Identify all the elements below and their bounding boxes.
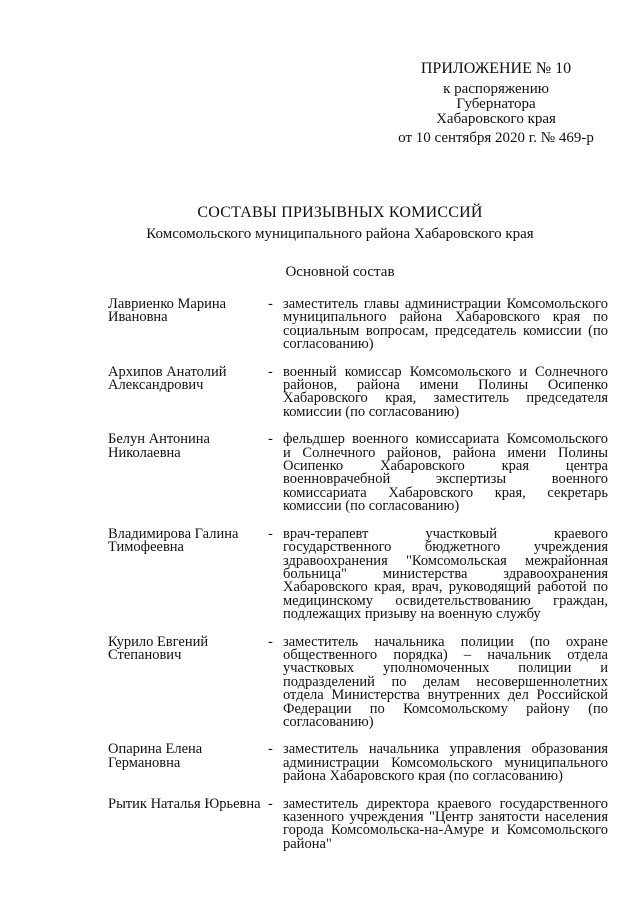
member-role: врач-терапевт участковый краевого государственного бюджетного учреждения здравоохранения "Комсомольская межрайонная больница" министерства здравоохранения Хабаровского края, врач, руководящий работой по медицинскому освидетельствованию граждан, подлежащих призыву на военную службу [283, 525, 608, 623]
member-name: Владимирова Галина Тимофеевна [108, 525, 239, 556]
dash-separator: - [268, 741, 273, 758]
document-subtitle: Комсомольского муниципального района Хабаровского края [146, 226, 534, 242]
dash-separator: - [268, 296, 273, 312]
member-name: Лавриенко Марина Ивановна [108, 296, 227, 326]
appendix-line-governor: Губернатора [456, 96, 536, 112]
member-name: Опарина Елена Германовна [108, 741, 203, 771]
member-role: военный комиссар Комсомольского и Солнечного районов, района имени Полины Осипенко Хабаровского края, заместитель председателя комиссии (по согласованию) [283, 363, 608, 420]
roster-entry [108, 433, 608, 513]
dash-separator: - [268, 525, 273, 542]
member-role: заместитель начальника полиции (по охране общественного порядка) – начальник отдела участковых уполномоченных полиции и подразделений по делам несовершеннолетних отдела Министерства внутренних дел Российской Федерации по Комсомольскому району (по согласованию) [283, 633, 608, 730]
appendix-header [380, 58, 612, 146]
member-role: заместитель главы администрации Комсомольского муниципального района Хабаровского края по социальным вопросам, председатель комиссии (по согласованию) [283, 296, 608, 353]
appendix-line-order: к распоряжению [443, 81, 549, 97]
document-heading [40, 202, 640, 282]
member-name: Архипов Анатолий Александрович [108, 363, 227, 394]
member-name: Курило Евгений Степанович [108, 633, 209, 663]
member-name: Рытик Наталья Юрьевна [108, 795, 261, 812]
appendix-line-region: Хабаровского края [436, 111, 556, 127]
dash-separator: - [268, 633, 273, 650]
roster-entry [108, 363, 608, 420]
member-name: Белун Антонина Николаевна [108, 431, 210, 461]
document-title: СОСТАВЫ ПРИЗЫВНЫХ КОМИССИЙ [197, 204, 483, 221]
member-role: заместитель начальника управления образования администрации Комсомольского муниципального района Хабаровского края (по согласованию) [283, 741, 608, 785]
roster-entry [108, 795, 608, 852]
dash-separator: - [268, 363, 273, 380]
roster-entry [108, 633, 608, 730]
roster-entry [108, 743, 608, 783]
member-role: заместитель директора краевого государственного казенного учреждения "Центр занятости населения города Комсомольска-на-Амуре и Комсомольского района" [283, 795, 608, 852]
roster-entry [108, 525, 608, 623]
appendix-line-date: от 10 сентября 2020 г. № 469-р [398, 130, 594, 146]
dash-separator: - [268, 795, 273, 812]
dash-separator: - [268, 431, 273, 448]
section-title: Основной состав [285, 264, 395, 280]
appendix-title: ПРИЛОЖЕНИЕ № 10 [420, 60, 572, 77]
commission-roster [108, 298, 608, 865]
roster-entry [108, 298, 608, 352]
member-role: фельдшер военного комиссариата Комсомольского и Солнечного районов, района имени Полины Осипенко Хабаровского края центра военноврачебной экспертизы военного комиссариата Хабаровского края, секретарь комиссии (по согласованию) [283, 431, 608, 515]
